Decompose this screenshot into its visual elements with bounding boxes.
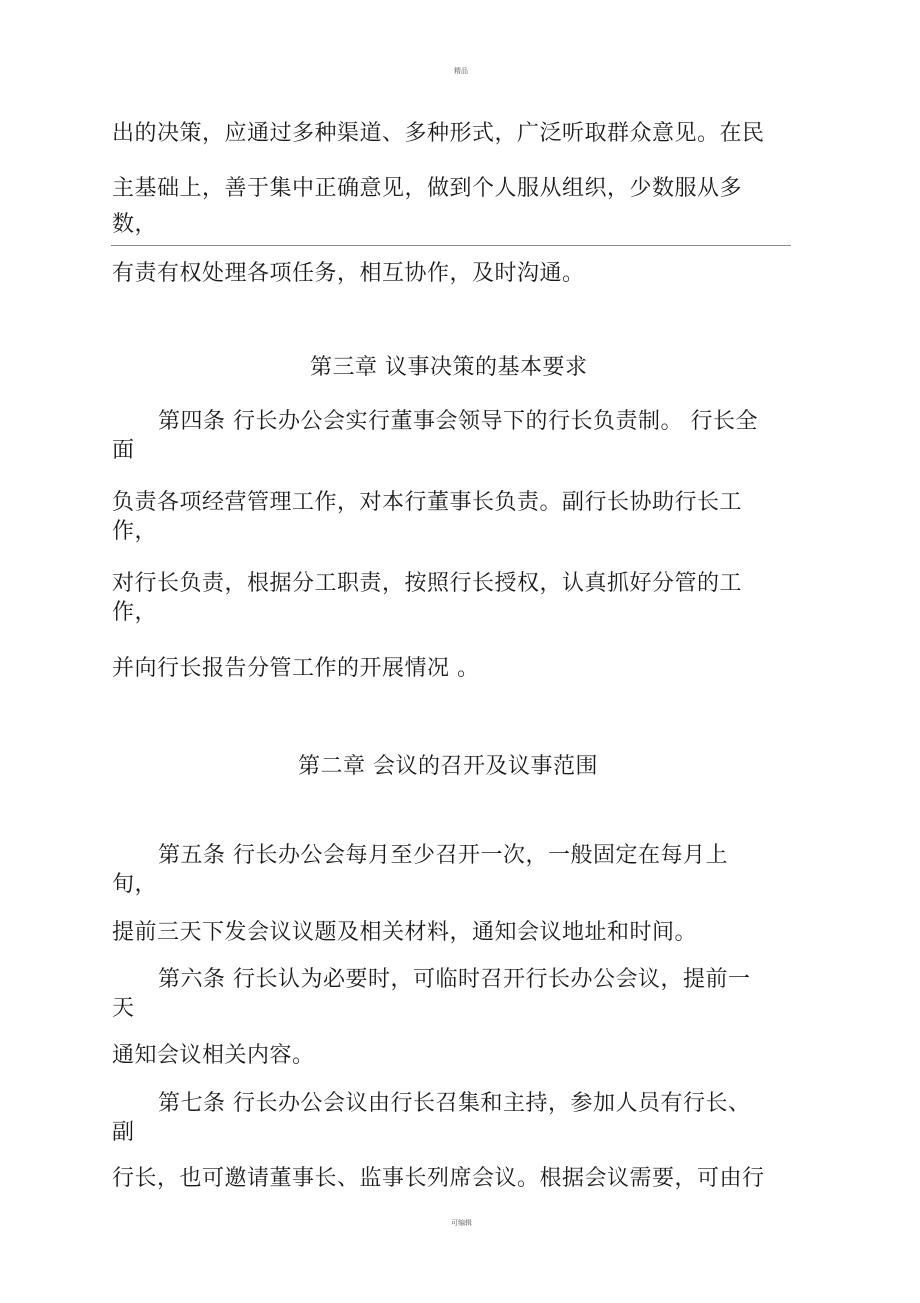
article-line: 副 [112,1120,135,1145]
paragraph-line: 出的决策，应通过多种渠道、多种形式，广泛听取群众意见。在民 [112,121,765,146]
article-line: 通知会议相关内容。 [112,1043,315,1068]
article-line: 旬， [112,872,158,897]
footer-mark: 可编辑 [451,1219,472,1227]
article-line: 作， [112,519,158,544]
paragraph-line: 主基础上，善于集中正确意见，做到个人服从组织，少数服从多 [112,176,743,201]
article-line: 天 [112,996,135,1021]
chapter-title: 第二章 会议的召开及议事范围 [298,754,598,779]
article-line: 第五条 行长办公会每月至少召开一次，一般固定在每月上 [158,843,728,868]
article-line: 行长，也可邀请董事长、监事长列席会议。根据会议需要，可由行 [112,1166,765,1191]
article-line: 第六条 行长认为必要时，可临时召开行长办公会议，提前一 [158,967,751,992]
chapter-title: 第三章 议事决策的基本要求 [310,355,588,380]
article-line: 第七条 行长办公会议由行长召集和主持，参加人员有行长、 [158,1091,751,1116]
paragraph-line: 数， [112,212,158,237]
paragraph-line: 有责有权处理各项任务，相互协作，及时沟通。 [112,261,585,286]
article-line: 对行长负责，根据分工职责，按照行长授权，认真抓好分管的工 [112,571,743,596]
article-line: 作， [112,600,158,625]
header-mark: 精品 [454,67,468,75]
article-line: 提前三天下发会议议题及相关材料，通知会议地址和时间。 [112,920,698,945]
divider-line [111,245,791,246]
article-line: 负责各项经营管理工作，对本行董事长负责。副行长协助行长工 [112,490,743,515]
article-line: 第四条 行长办公会实行董事会领导下的行长负责制。 行长全 [158,409,758,434]
article-line: 面 [112,438,135,463]
article-line: 并向行长报告分管工作的开展情况 。 [112,656,480,681]
